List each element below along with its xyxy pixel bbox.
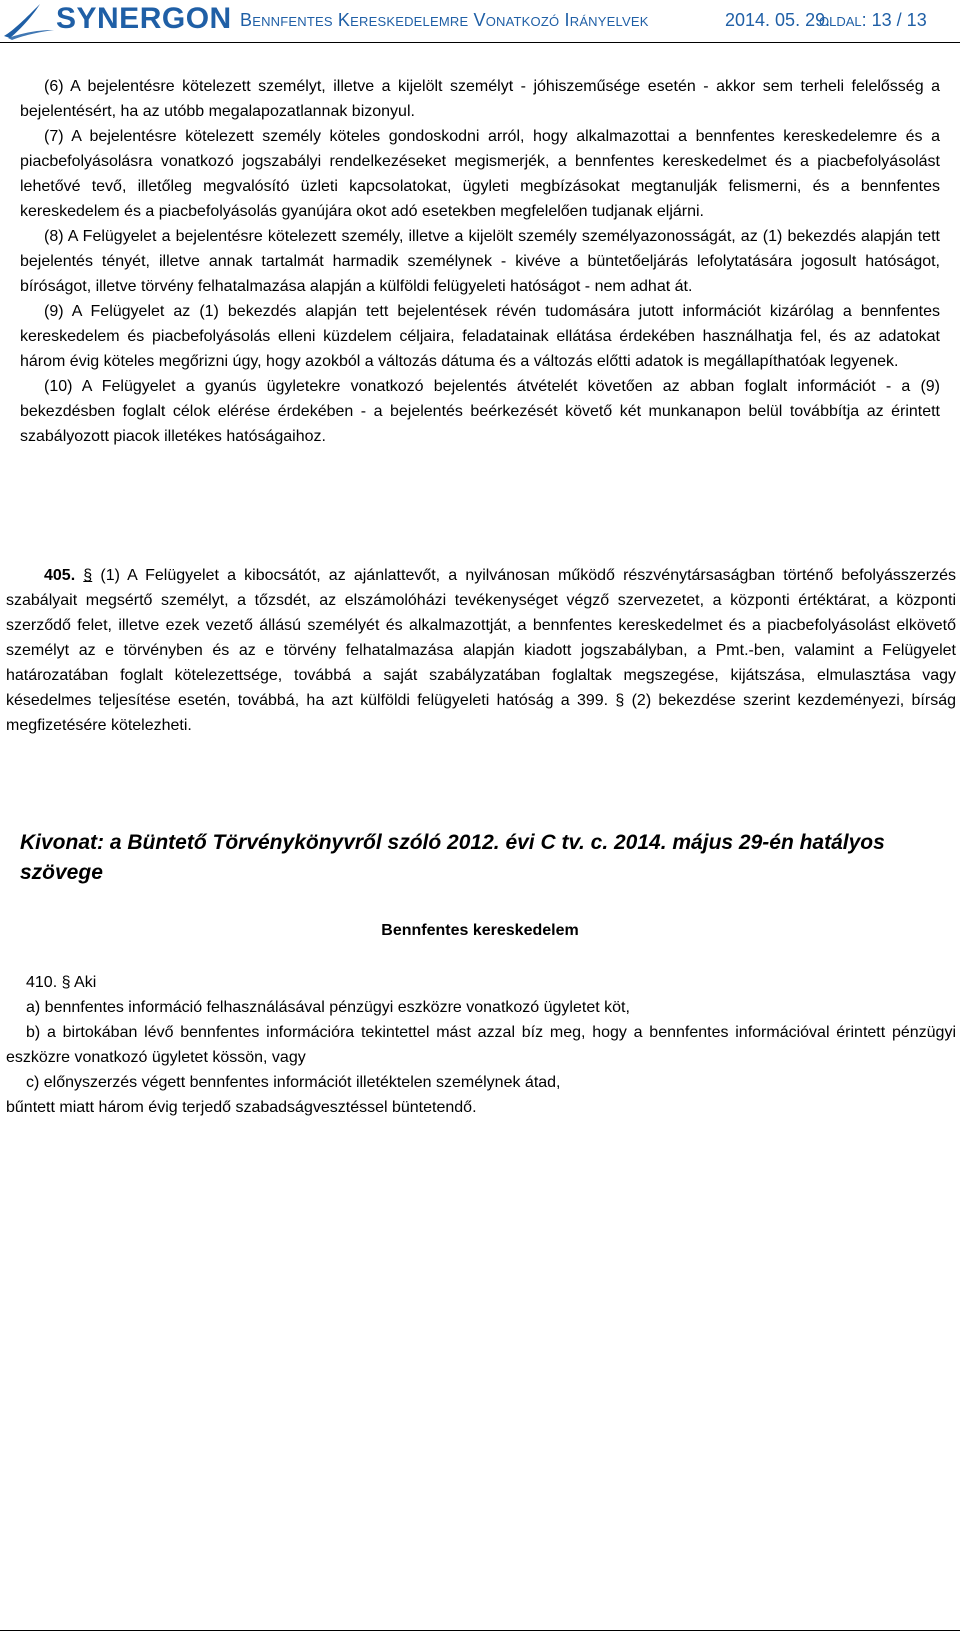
header-divider	[0, 42, 960, 43]
page-number: 13 / 13	[871, 10, 927, 30]
page-label: oldal	[819, 10, 862, 30]
document-title: Bennfentes Kereskedelemre Vonatkozó Irányelvek	[240, 10, 649, 30]
page-indicator: oldal: 13 / 13	[819, 10, 927, 30]
paragraph-8: (8) A Felügyelet a bejelentésre kötelezett személy, illetve a kijelölt személy személyazonosságát, az (1) bekezdés alapján tett bejelentés tényét, illetve annak tartalmát harmadik személynek - kivéve a büntetőeljárás lefolytatására jogosult hatóságot, bíróságot, illetve törvény felhatalmazása alapján a külföldi felügyeleti hatóságot - nem adhat át.	[20, 228, 940, 295]
paragraph-6: (6) A bejelentésre kötelezett személyt, illetve a kijelölt személyt - jóhiszeműsége esetén - akkor sem terheli felelősség a bejelentésért, ha az utóbb megalapozatlannak bizonyul.	[20, 78, 940, 120]
section-sign-link[interactable]: §	[83, 567, 93, 584]
document-date: 2014. 05. 29.	[725, 10, 831, 30]
footer-divider	[0, 1630, 960, 1631]
section-405	[6, 563, 956, 738]
item-b: b) a birtokában lévő bennfentes információra tekintettel mást azzal bíz meg, hogy a bennfentes információval érintett pénzügyi eszközre vonatkozó ügyletet kössön, vagy	[6, 1024, 956, 1066]
section-405-text: (1) A Felügyelet a kibocsátót, az ajánlattevőt, a nyilvánosan működő részvénytársaságban történő befolyásszerzés szabályait megsértő személyt, a tőzsdét, az elszámolóházi tevékenységet végző szervezetet, a központi értéktárat, a központi szerződő felet, illetve ezek vezető állású személyét és alkalmazottját, a bennfentes kereskedelmet és a piacbefolyásolást elkövető személyt az e törvényben és az e törvény felhatalmazása alapján kiadott jogszabályban, a Pmt.-ben, valamint a Felügyelet határozatában foglalt kötelezettsége, továbbá a saját szabályzatában foglaltak megszegése, kijátszása, elmulasztása vagy késedelmes teljesítése esetén, továbbá, ha azt külföldi felügyeleti hatóság a 399. § (2) bekezdése szerint kezdeményezi, bírság megfizetésére kötelezheti.	[6, 567, 956, 734]
paragraph-405	[6, 563, 956, 738]
synergon-logo	[0, 0, 232, 40]
section-410	[6, 970, 956, 1120]
penalty-line: bűntett miatt három évig terjedő szabadságvesztéssel büntetendő.	[6, 1099, 477, 1116]
paragraph-7: (7) A bejelentésre kötelezett személy köteles gondoskodni arról, hogy alkalmazottai a bennfentes kereskedelemre és a piacbefolyásolásra vonatkozó jogszabályi rendelkezéseket megismerjék, a bennfentes kereskedelmet és a piacbefolyásolást lehetővé tevő, illetőleg megvalósító üzleti kapcsolatokat, ügyleti megbízásokat megtanulják felismerni, és a bennfentes kereskedelem és a piacbefolyásolás gyanújára okot adó esetekben megfelelően tudjanak eljárni.	[20, 128, 940, 220]
paragraph-9: (9) A Felügyelet az (1) bekezdés alapján tett bejelentések révén tudomására jutott információt kizárólag a bennfentes kereskedelem és piacbefolyásolás elleni küzdelem céljaira, feladatainak ellátása érdekében használhatja fel, és az adatokat három évig köteles megőrizni úgy, hogy azokból a változás dátuma és a változás előtti adatok is megállapíthatóak legyenek.	[20, 303, 940, 370]
section-heading: Bennfentes kereskedelem	[381, 922, 579, 939]
section-paragraphs	[20, 74, 940, 449]
section-405-number: 405.	[44, 567, 76, 584]
logo-text: SYNERGON	[56, 2, 232, 35]
synergon-swoosh-icon	[0, 0, 56, 40]
paragraph-10: (10) A Felügyelet a gyanús ügyletekre vonatkozó bejelentés átvételét követően az abban foglalt információt - a (9) bekezdésben foglalt célok elérése érdekében - a bejelentés beérkezését követő két munkanapon belül továbbítja az érintett szabályozott piacok illetékes hatóságaihoz.	[20, 378, 940, 445]
item-c: c) előnyszerzés végett bennfentes információt illetéktelen személynek átad,	[26, 1074, 561, 1091]
item-a: a) bennfentes információ felhasználásával pénzügyi eszközre vonatkozó ügyletet köt,	[26, 999, 630, 1016]
page-header	[0, 0, 960, 44]
extract-title: Kivonat: a Büntető Törvénykönyvről szóló 2012. évi C tv. c. 2014. május 29-én hatályos szövege	[20, 831, 885, 884]
paragraph-410: 410. § Aki	[26, 974, 97, 991]
